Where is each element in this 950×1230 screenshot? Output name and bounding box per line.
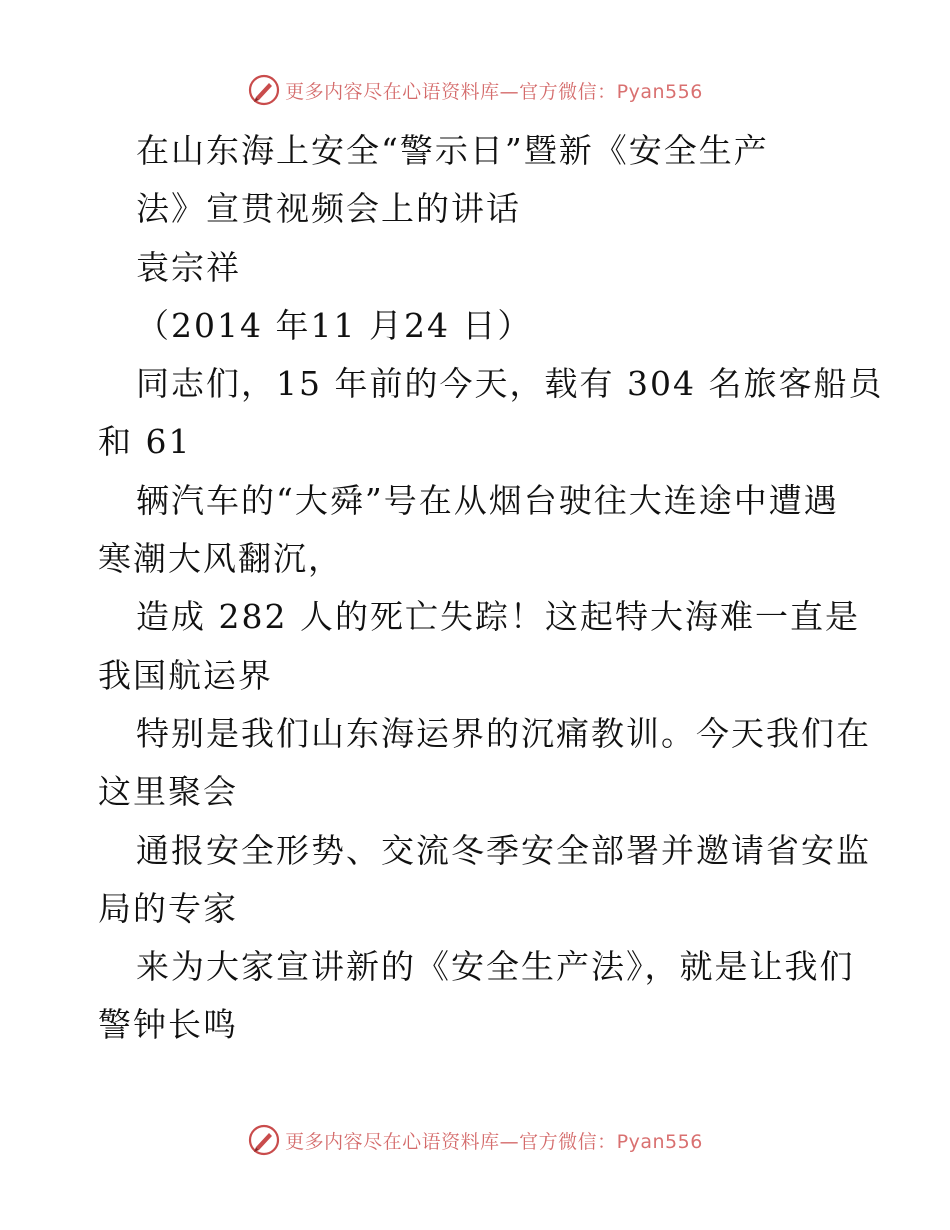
document-line: 袁宗祥	[136, 247, 241, 287]
watermark-account: Pyan556	[616, 80, 703, 103]
document-line: 在山东海上安全“警示日”暨新《安全生产	[136, 131, 769, 170]
document-line: 通报安全形势、交流冬季安全部署并邀请省安监	[136, 830, 871, 870]
watermark-account: Pyan556	[616, 1130, 703, 1153]
document-body	[98, 122, 884, 1055]
document-line: 特别是我们山东海运界的沉痛教训。今天我们在	[136, 713, 871, 753]
document-line: 警钟长鸣	[98, 1005, 238, 1045]
document-line: 法》宣贯视频会上的讲话	[136, 189, 521, 229]
document-line: （2014 年11 月24 日）	[136, 305, 533, 345]
watermark-text: 更多内容尽在心语资料库—官方微信：Pyan556	[285, 1130, 703, 1153]
document-line: 来为大家宣讲新的《安全生产法》，就是让我们	[136, 947, 855, 987]
document-line: 我国航运界	[98, 655, 273, 695]
pen-logo-icon	[247, 73, 281, 107]
document-line: 这里聚会	[98, 772, 238, 812]
document-line: 造成 282 人的死亡失踪！这起特大海难一直是	[136, 597, 860, 637]
document-line: 局的专家	[98, 888, 238, 928]
pen-logo-icon	[247, 1123, 281, 1157]
watermark-text: 更多内容尽在心语资料库—官方微信：Pyan556	[285, 80, 703, 103]
footer-watermark	[0, 1120, 950, 1160]
document-line: 同志们，15 年前的今天，载有 304 名旅客船员	[136, 364, 884, 404]
document-line: 和 61	[98, 422, 192, 462]
document-line: 寒潮大风翻沉，	[98, 539, 343, 579]
document-line: 辆汽车的“大舜”号在从烟台驶往大连途中遭遇	[136, 480, 839, 520]
header-watermark	[0, 70, 950, 110]
